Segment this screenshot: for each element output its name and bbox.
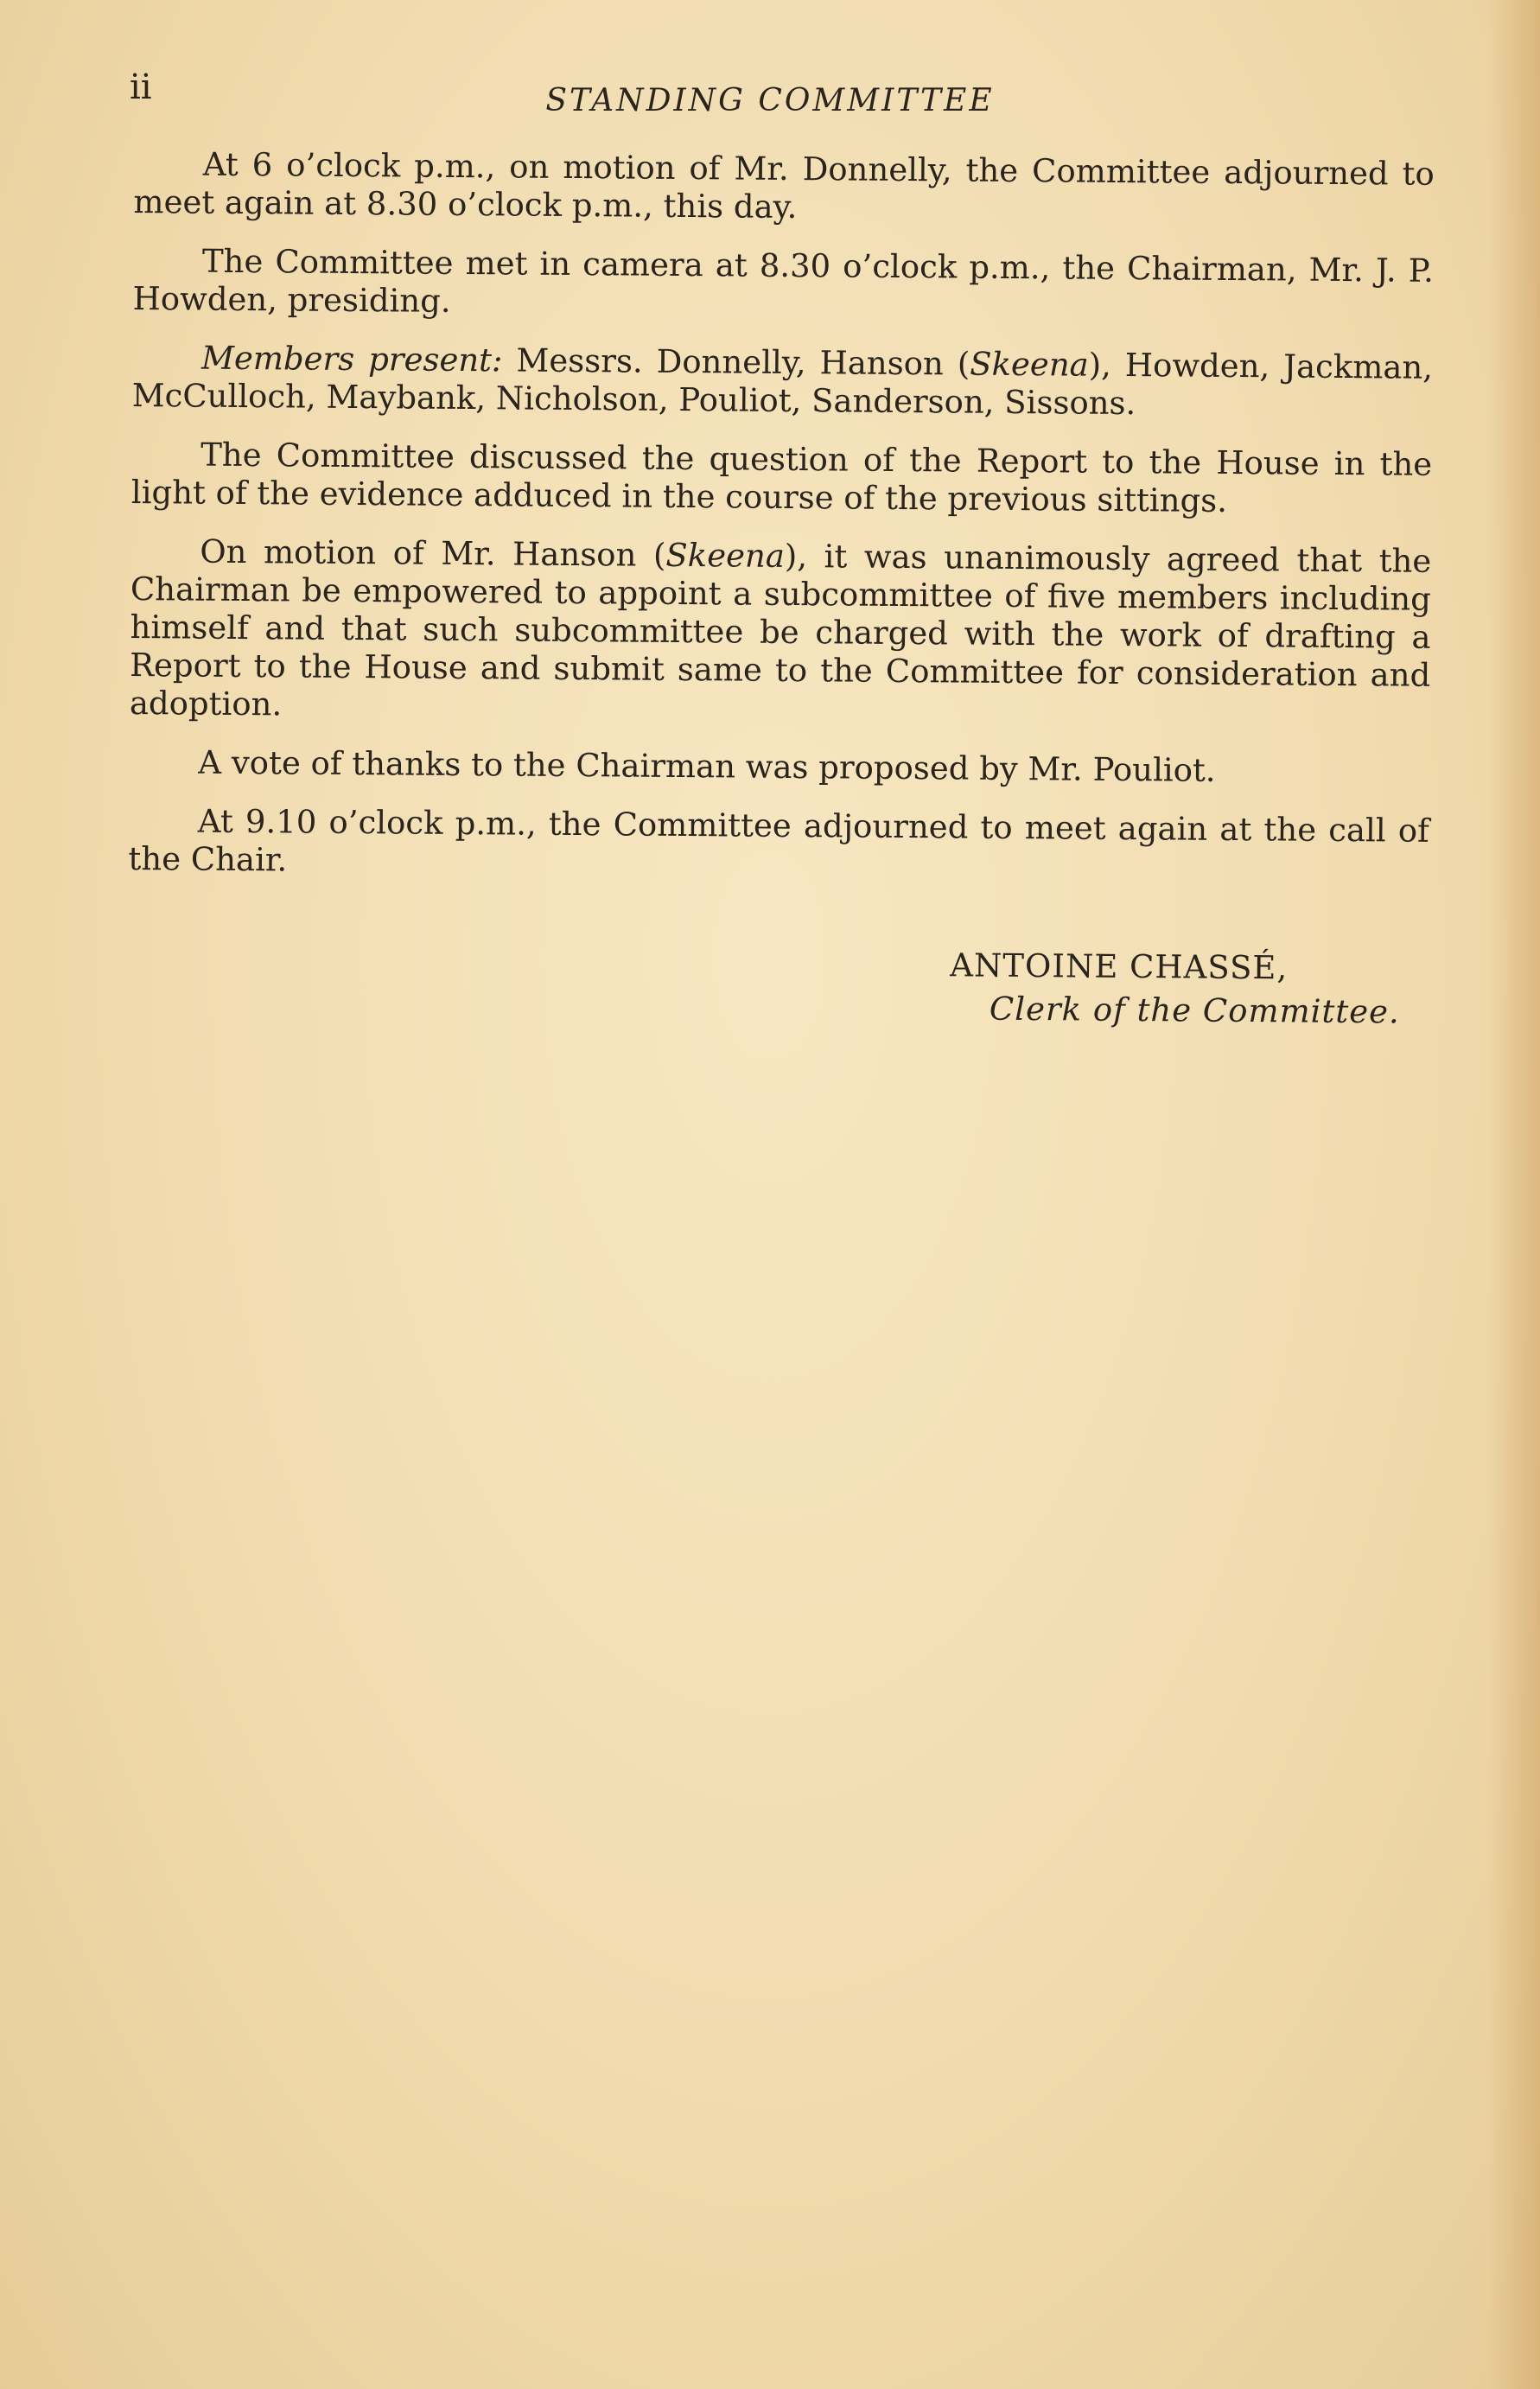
members-skeena: Skeena xyxy=(970,345,1089,384)
paragraph-members-present xyxy=(132,339,1434,425)
clerk-name: ANTOINE CHASSÉ, xyxy=(950,946,1289,987)
clerk-title: Clerk of the Committee. xyxy=(989,990,1400,1031)
paragraph-final-adjournment: At 9.10 o’clock p.m., the Committee adjourned to meet again at the call of the Chair. xyxy=(128,802,1429,879)
paragraph-adjournment-6pm: At 6 o’clock p.m., on motion of Mr. Donnelly, the Committee adjourned to meet again at 8.30 o’clock p.m., this day. xyxy=(133,145,1435,226)
paragraph-discussion: The Committee discussed the question of the Report to the House in the light of the evidence adduced in the course of the previous sittings. xyxy=(130,436,1433,519)
page-number: ii xyxy=(130,67,152,107)
members-text-2: ), Howden, Jackman, McCulloch, Maybank, Nicholson, Pouliot, Sanderson, Sissons. xyxy=(131,346,1434,423)
running-head: STANDING COMMITTEE xyxy=(545,83,995,118)
paragraph-motion xyxy=(130,532,1432,733)
paragraph-vote-of-thanks: A vote of thanks to the Chairman was proposed by Mr. Pouliot. xyxy=(198,743,1216,789)
motion-skeena: Skeena xyxy=(665,536,786,575)
members-present-label: Members present: xyxy=(200,339,503,379)
paragraph-met-in-camera: The Committee met in camera at 8.30 o’clock p.m., the Chairman, Mr. J. P. Howden, presiding. xyxy=(132,242,1435,320)
members-text-1: Messrs. Donnelly, Hanson ( xyxy=(502,341,970,383)
motion-text-1: On motion of Mr. Hanson ( xyxy=(200,532,666,574)
motion-text-2: ), it was unanimously agreed that the Chairman be empowered to appoint a subcommittee of five members including himself and that such subcommittee be charged with the work of drafting a Report to the House and submit same to the Committee for consideration and adoption. xyxy=(129,537,1432,723)
minutes-body xyxy=(128,145,1435,909)
signature-block xyxy=(0,937,1400,1035)
